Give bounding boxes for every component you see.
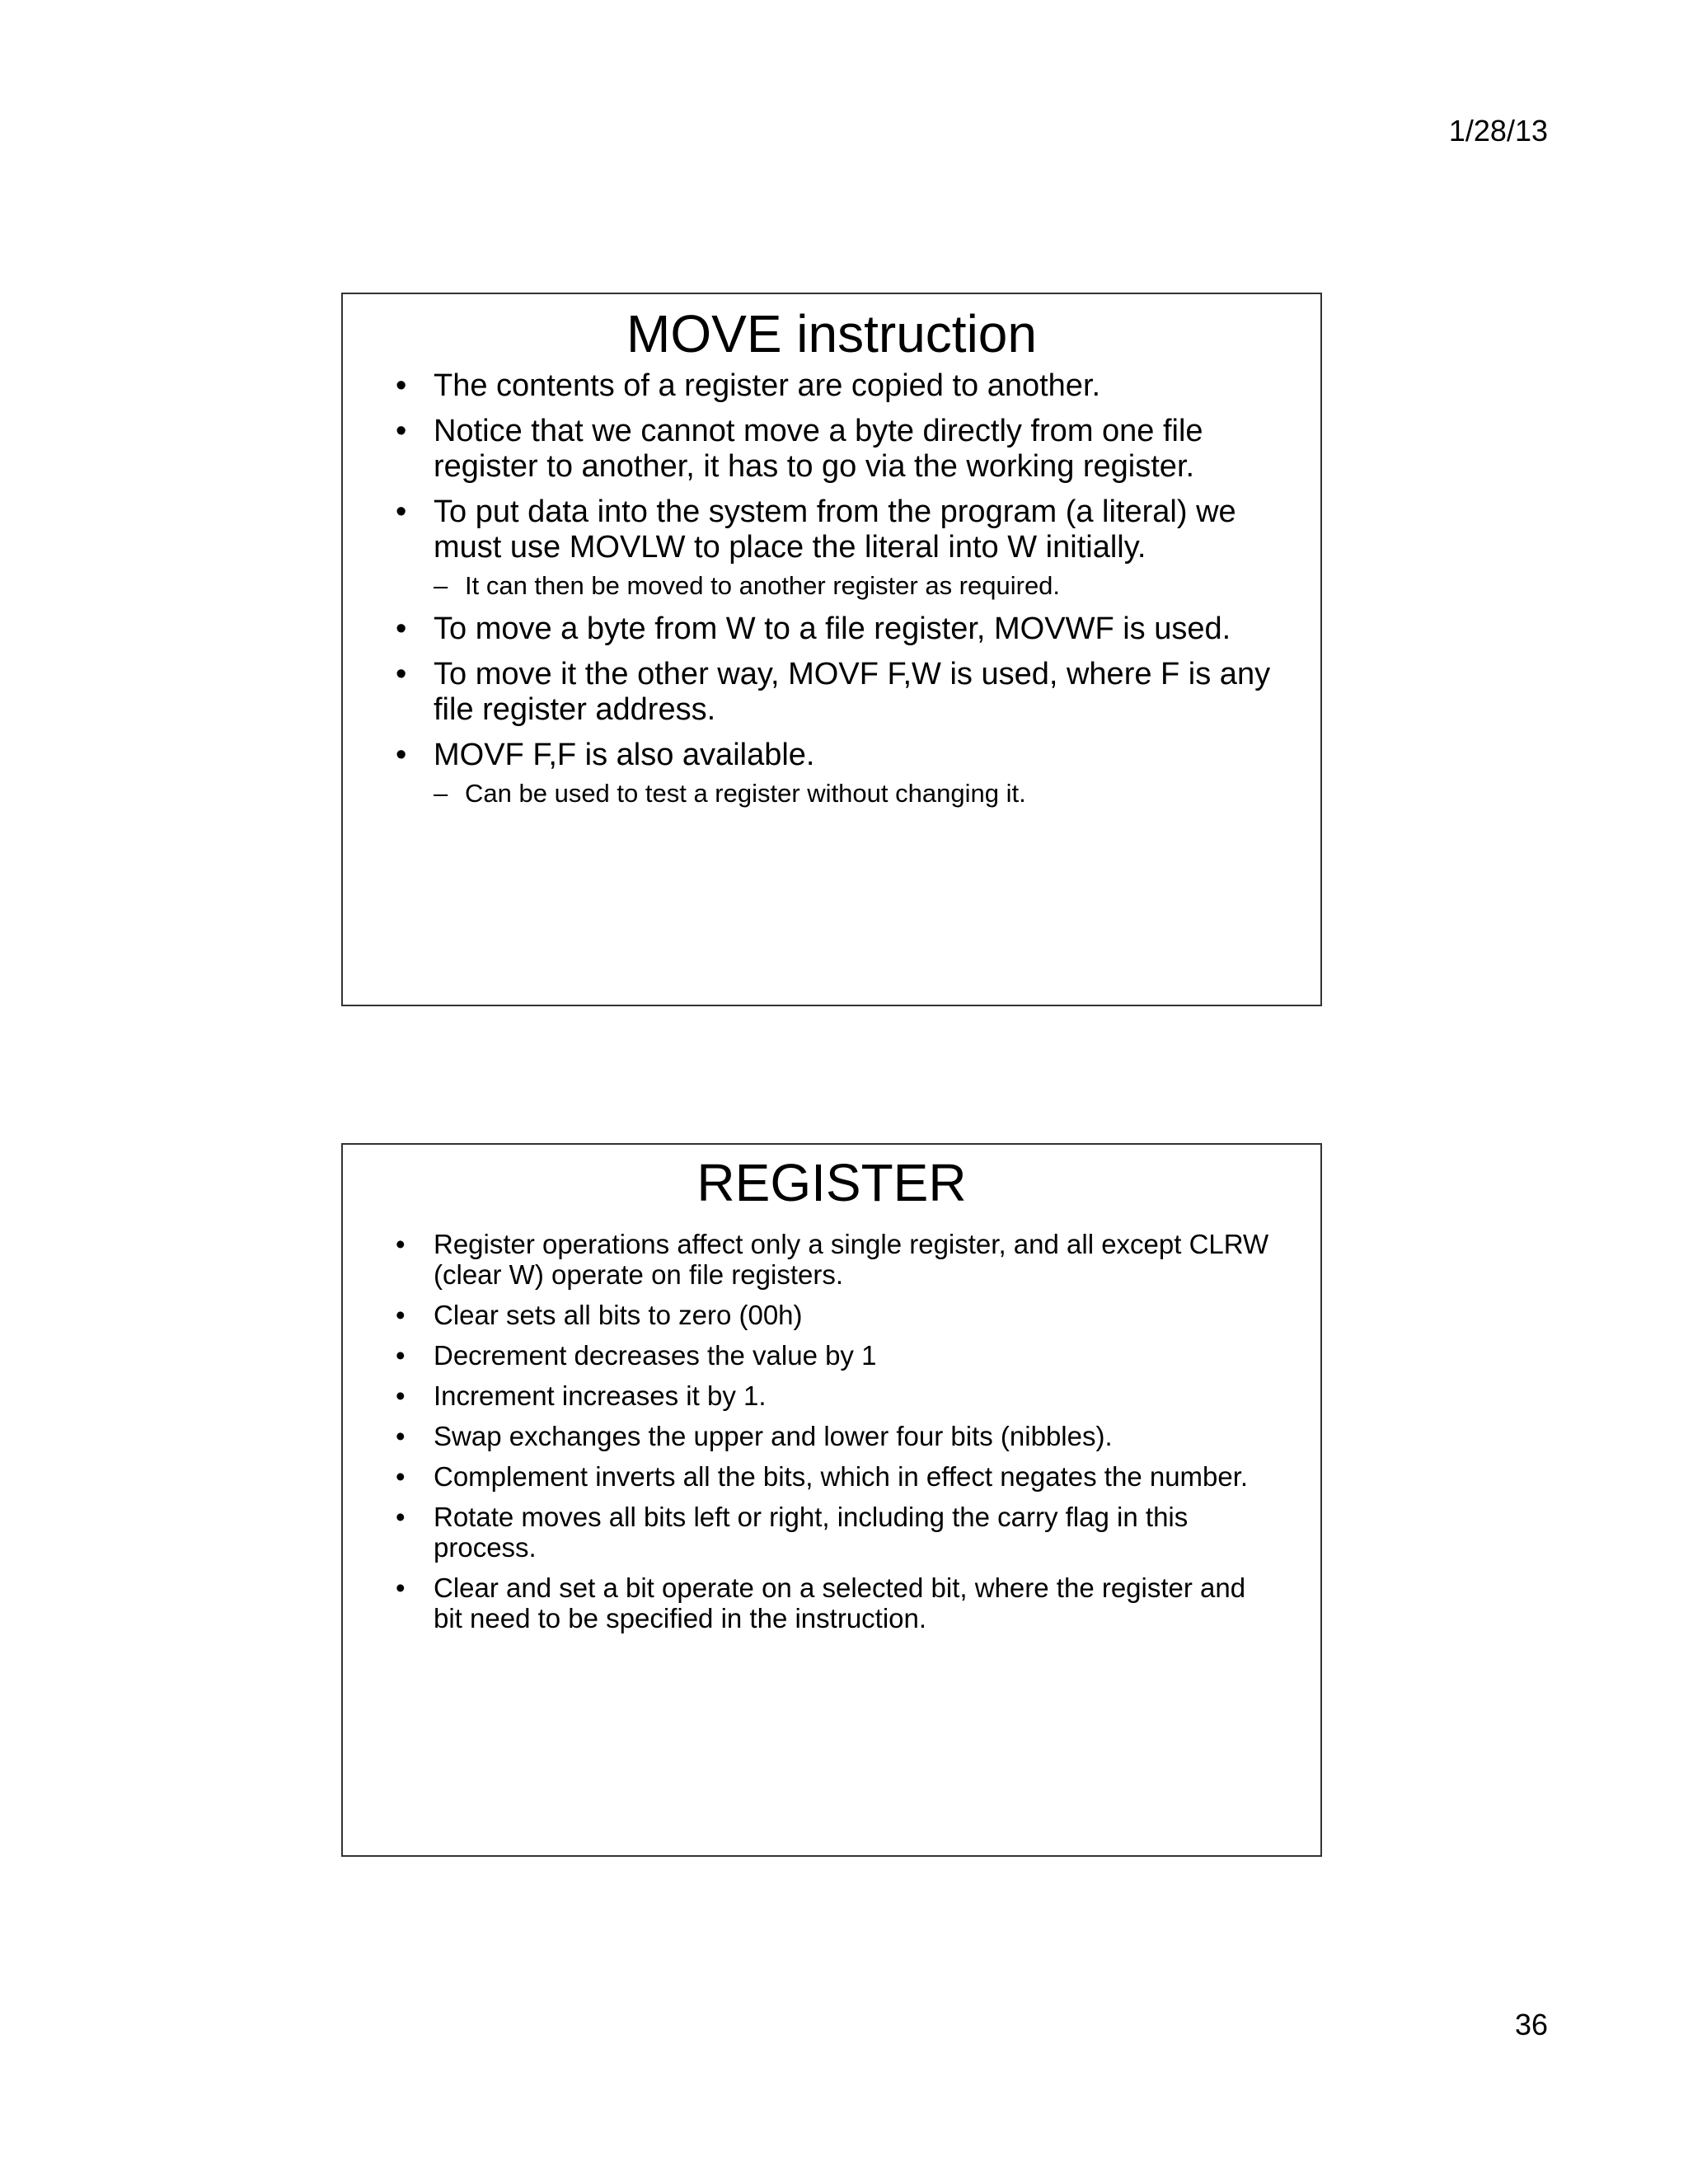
bullet-item: • Clear sets all bits to zero (00h): [396, 1300, 1271, 1330]
bullet-item: • Swap exchanges the upper and lower four bits (nibbles).: [396, 1421, 1271, 1451]
bullet-list: [343, 1229, 1320, 1633]
bullet-item: [396, 738, 1271, 809]
bullet-text: MOVF F,F is also available.: [434, 737, 815, 772]
slide-title: REGISTER: [696, 1153, 967, 1212]
bullet-item: • Register operations affect only a single register, and all except CLRW (clear W) operate on file registers.: [396, 1229, 1271, 1290]
sub-bullet-item: – Can be used to test a register without changing it.: [434, 778, 1271, 809]
page-number: 36: [1514, 2008, 1548, 2041]
slide-title: MOVE instruction: [626, 304, 1037, 363]
bullet-text: To put data into the system from the program (a literal) we must use MOVLW to place the literal into W initially.: [434, 494, 1236, 565]
bullet-item: • Decrement decreases the value by 1: [396, 1340, 1271, 1371]
bullet-item: • Complement inverts all the bits, which in effect negates the number.: [396, 1461, 1271, 1492]
sub-bullet-item: – It can then be moved to another register as required.: [434, 570, 1271, 602]
bullet-text: Notice that we cannot move a byte directly from one file register to another, it has to go via the working register.: [434, 413, 1203, 484]
bullet-text: The contents of a register are copied to another.: [434, 368, 1101, 403]
bullet-list: [343, 368, 1320, 809]
bullet-item: [396, 494, 1271, 602]
sub-bullet-list: [434, 778, 1271, 809]
sub-bullet-list: [434, 570, 1271, 602]
slide-register: [341, 1143, 1322, 1857]
bullet-item: [396, 368, 1271, 404]
bullet-item: • Clear and set a bit operate on a selected bit, where the register and bit need to be specified in the instruction.: [396, 1572, 1271, 1633]
bullet-item: • Rotate moves all bits left or right, including the carry flag in this process.: [396, 1502, 1271, 1563]
bullet-item: [396, 612, 1271, 647]
bullet-item: [396, 414, 1271, 485]
page-date: 1/28/13: [1448, 114, 1548, 148]
bullet-text: To move a byte from W to a file register, MOVWF is used.: [434, 611, 1231, 646]
slide-move-instruction: [341, 293, 1322, 1006]
bullet-item: • Increment increases it by 1.: [396, 1380, 1271, 1411]
bullet-item: [396, 657, 1271, 728]
bullet-text: To move it the other way, MOVF F,W is used, where F is any file register address.: [434, 656, 1271, 727]
